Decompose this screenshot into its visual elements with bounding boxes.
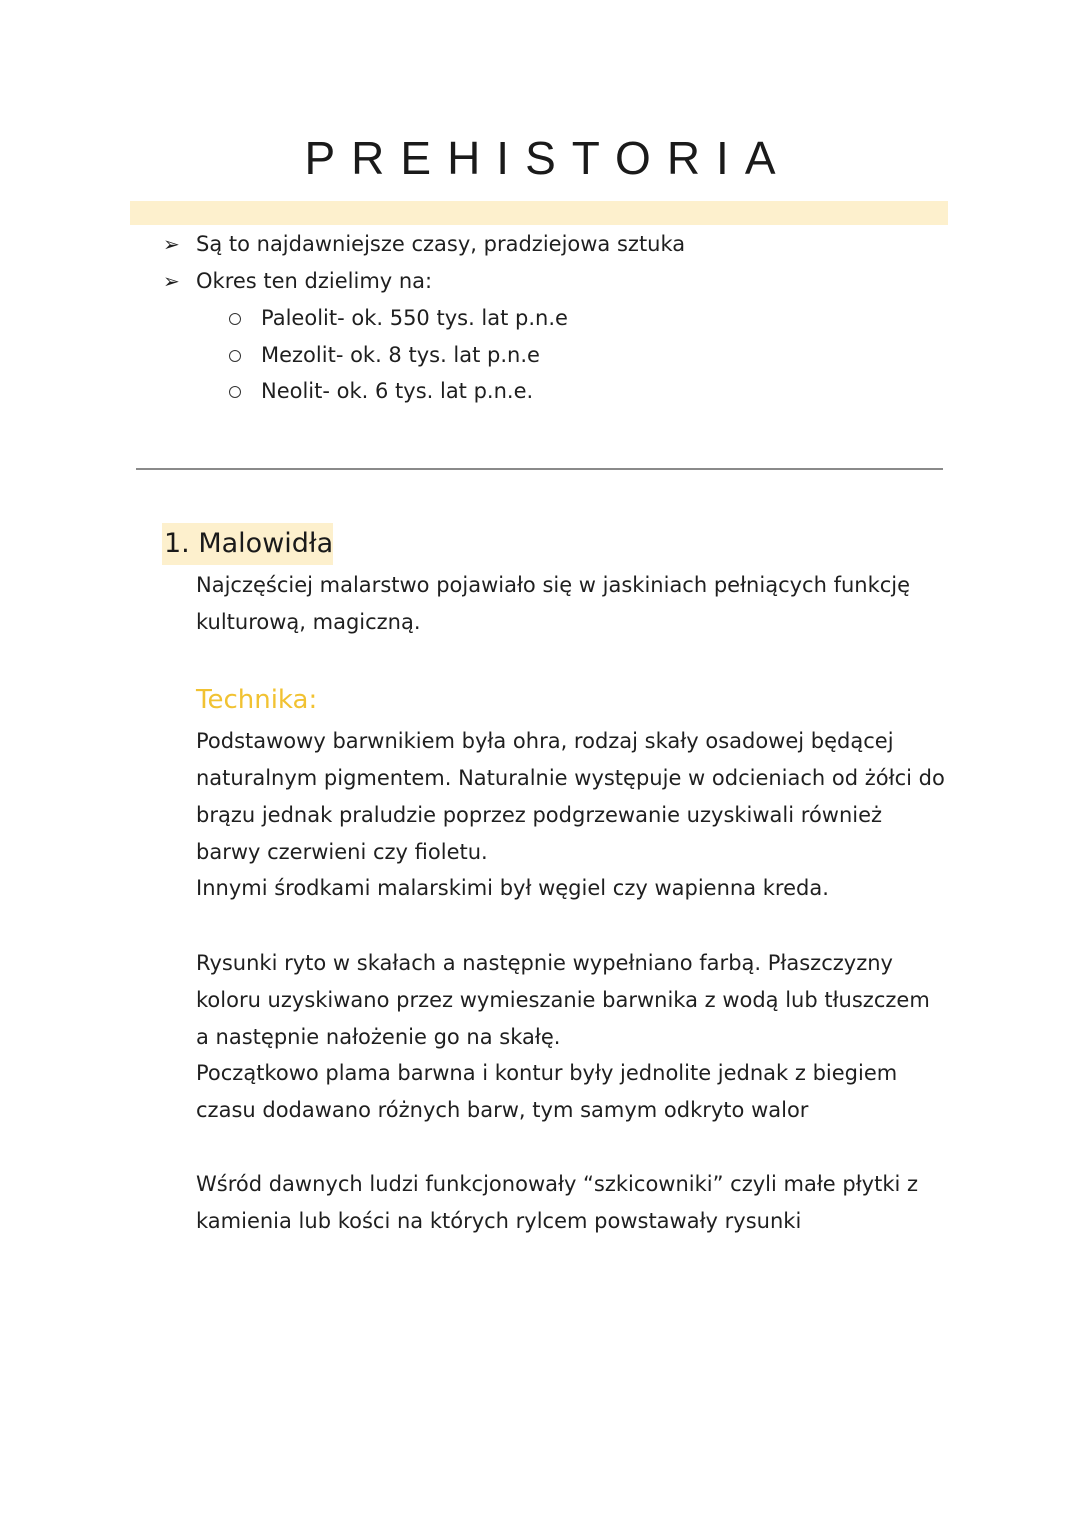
paragraph-line: Innymi środkami malarskimi był węgiel czy wapienna kreda. [196, 876, 829, 900]
hollow-circle-bullet-icon [229, 386, 241, 398]
section-divider [136, 468, 943, 470]
title-highlight-band [130, 201, 948, 225]
paragraph-line: Wśród dawnych ludzi funkcjonowały “szkicowniki” czyli małe płytki z [196, 1172, 919, 1196]
section-intro-line: Najczęściej malarstwo pojawiało się w jaskiniach pełniących funkcję [196, 573, 911, 597]
subheading-technika: Technika: [196, 685, 318, 715]
paragraph-line: czasu dodawano różnych barw, tym samym odkryto walor [196, 1098, 809, 1122]
intro-bullet-2: Okres ten dzielimy na: [196, 269, 433, 293]
period-item-neolit: Neolit- ok. 6 tys. lat p.n.e. [261, 379, 534, 403]
paragraph-line: barwy czerwieni czy fioletu. [196, 840, 488, 864]
arrowhead-bullet-icon: ➢ [163, 232, 180, 256]
section-heading: 1. Malowidła [164, 528, 334, 559]
paragraph-line: brązu jednak praludzie poprzez podgrzewanie uzyskiwali również [196, 803, 883, 827]
period-item-mezolit: Mezolit- ok. 8 tys. lat p.n.e [261, 343, 540, 367]
hollow-circle-bullet-icon [229, 313, 241, 325]
paragraph-line: kamienia lub kości na których rylcem powstawały rysunki [196, 1209, 802, 1233]
hollow-circle-bullet-icon [229, 350, 241, 362]
paragraph-line: Początkowo plama barwna i kontur były jednolite jednak z biegiem [196, 1061, 898, 1085]
arrowhead-bullet-icon: ➢ [163, 269, 180, 293]
period-item-paleolit: Paleolit- ok. 550 tys. lat p.n.e [261, 306, 568, 330]
intro-bullet-1: Są to najdawniejsze czasy, pradziejowa sztuka [196, 232, 686, 256]
page-title: PREHISTORIA [304, 132, 792, 184]
paragraph-line: koloru uzyskiwano przez wymieszanie barwnika z wodą lub tłuszczem [196, 988, 930, 1012]
section-intro-line: kulturową, magiczną. [196, 610, 421, 634]
paragraph-line: Rysunki ryto w skałach a następnie wypełniano farbą. Płaszczyzny [196, 951, 893, 975]
paragraph-line: naturalnym pigmentem. Naturalnie występuje w odcieniach od żółci do [196, 766, 945, 790]
paragraph-line: Podstawowy barwnikiem była ohra, rodzaj skały osadowej będącej [196, 729, 894, 753]
paragraph-line: a następnie nałożenie go na skałę. [196, 1025, 561, 1049]
